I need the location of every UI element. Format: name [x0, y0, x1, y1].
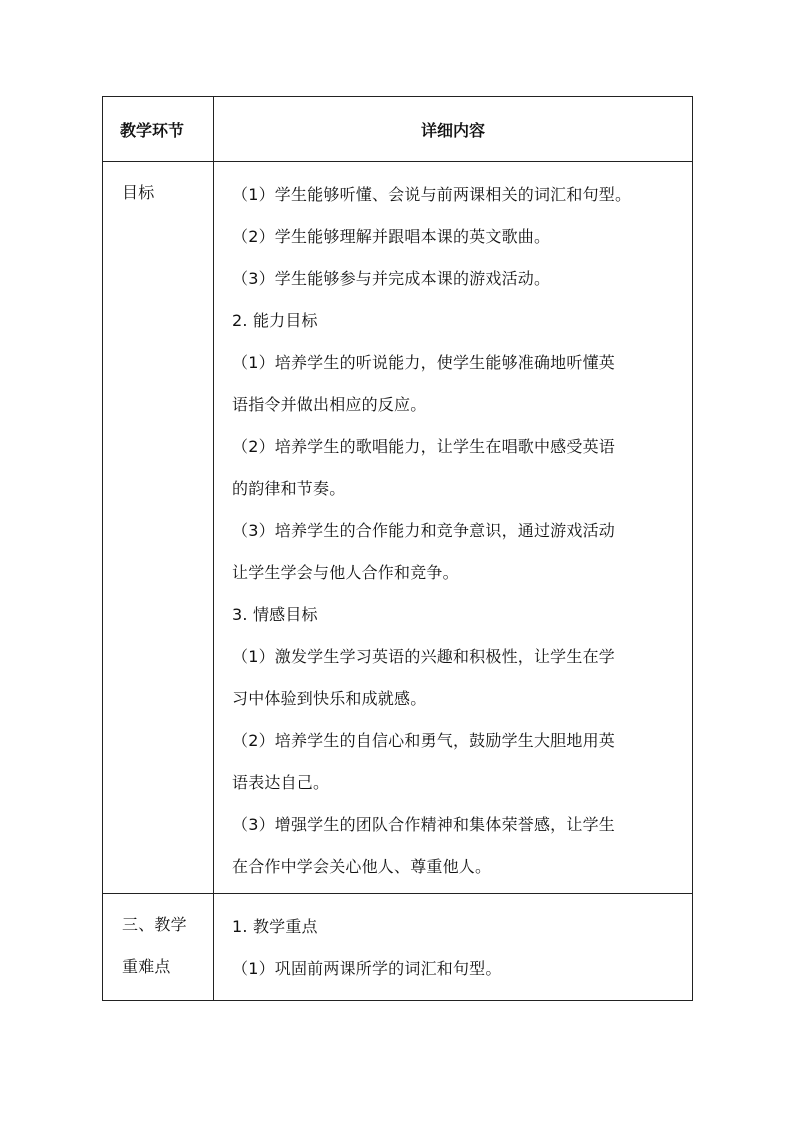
- section-label-line: 目标: [122, 183, 155, 202]
- lesson-plan-table: [102, 96, 693, 1001]
- content-line: （2）学生能够理解并跟唱本课的英文歌曲。: [232, 227, 551, 246]
- content-line: 的韵律和节奏。: [232, 479, 346, 498]
- table-header-row: [103, 97, 693, 162]
- section-content: [214, 162, 693, 894]
- section-label: [103, 162, 214, 894]
- content-line: 3. 情感目标: [232, 605, 318, 624]
- content-line: （2）培养学生的歌唱能力，让学生在唱歌中感受英语: [232, 437, 615, 456]
- content-line: 习中体验到快乐和成就感。: [232, 689, 427, 708]
- content-line: 语表达自己。: [232, 773, 330, 792]
- content-line: 让学生学会与他人合作和竞争。: [232, 563, 459, 582]
- section-label: [103, 894, 214, 1001]
- content-line: 在合作中学会关心他人、尊重他人。: [232, 857, 492, 876]
- table-row: [103, 162, 693, 894]
- table-row: [103, 894, 693, 1001]
- content-line: 语指令并做出相应的反应。: [232, 395, 427, 414]
- content-line: 1. 教学重点: [232, 917, 318, 936]
- content-line: （3）增强学生的团队合作精神和集体荣誉感，让学生: [232, 815, 615, 834]
- content-line: （1）激发学生学习英语的兴趣和积极性，让学生在学: [232, 647, 615, 666]
- content-line: （3）培养学生的合作能力和竞争意识，通过游戏活动: [232, 521, 615, 540]
- content-line: （1）培养学生的听说能力，使学生能够准确地听懂英: [232, 353, 615, 372]
- content-line: （2）培养学生的自信心和勇气，鼓励学生大胆地用英: [232, 731, 615, 750]
- content-line: （1）学生能够听懂、会说与前两课相关的词汇和句型。: [232, 185, 632, 204]
- section-label-line: 三、教学: [122, 915, 187, 934]
- content-line: 2. 能力目标: [232, 311, 318, 330]
- content-line: （3）学生能够参与并完成本课的游戏活动。: [232, 269, 551, 288]
- content-line: （1）巩固前两课所学的词汇和句型。: [232, 959, 502, 978]
- section-label-line: 重难点: [122, 957, 171, 976]
- header-detailed-content: 详细内容: [214, 97, 693, 162]
- section-content: [214, 894, 693, 1001]
- header-teaching-stage: 教学环节: [103, 97, 214, 162]
